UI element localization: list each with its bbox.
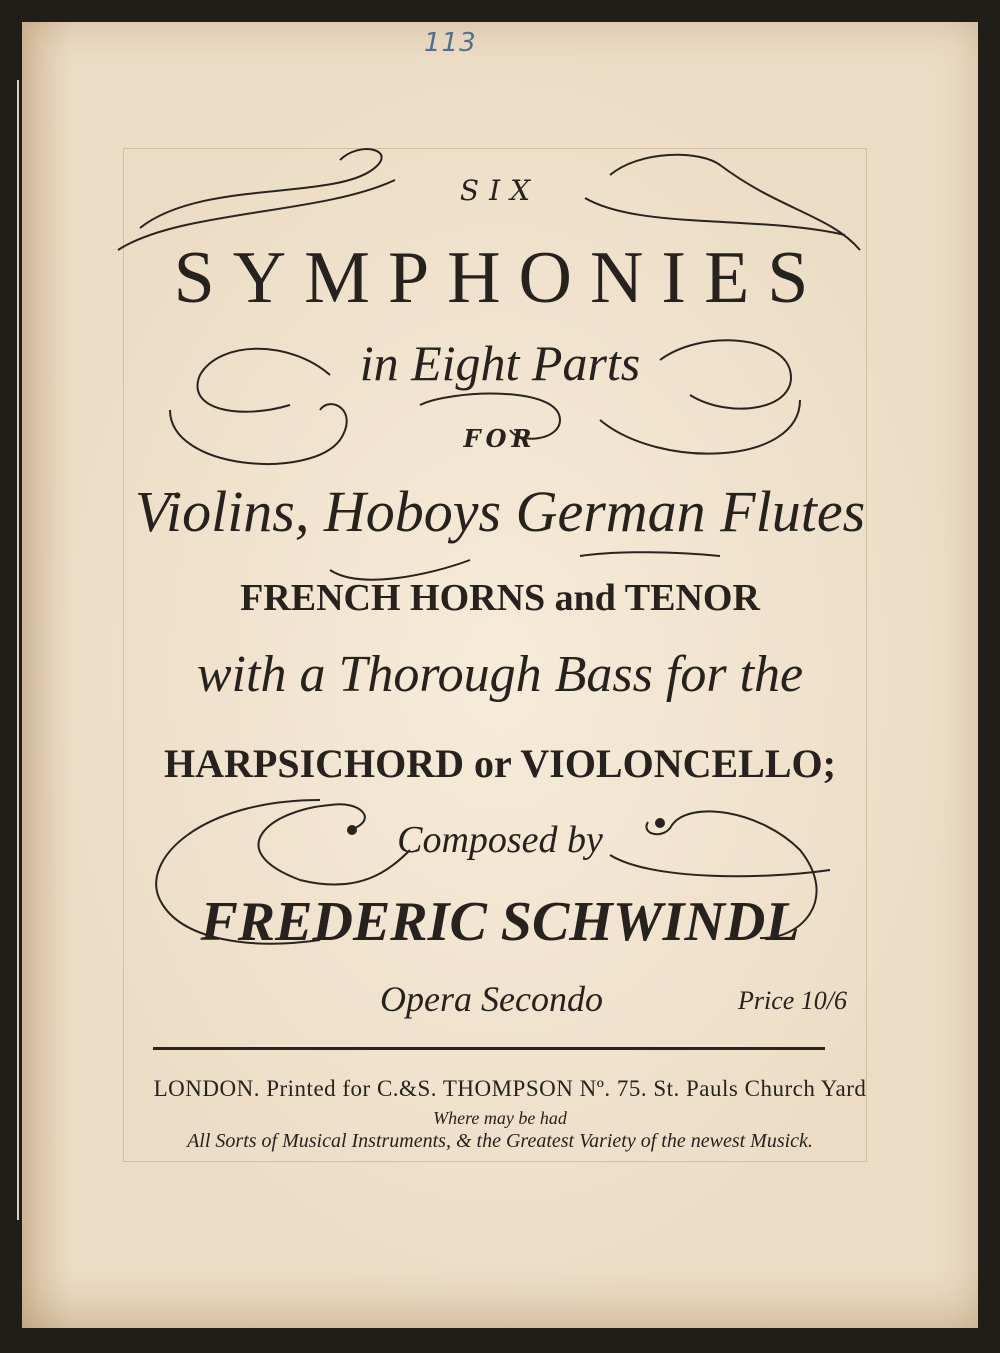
binding-thread (14, 80, 22, 1220)
composed-by: Composed by (397, 819, 603, 861)
title-instruments-3: HARPSICHORD or VIOLONCELLO; (164, 741, 836, 786)
title-in-eight-parts: in Eight Parts (359, 335, 641, 391)
title-thorough-bass: with a Thorough Bass for the (196, 646, 804, 703)
imprint-where: Where may be had (433, 1108, 567, 1128)
title-symphonies: SYMPHONIES (173, 237, 827, 319)
title-instruments-1: Violins, Hoboys German Flutes (134, 479, 866, 544)
imprint-line: LONDON. Printed for C.&S. THOMPSON Nº. 75. St. Pauls Church Yard (153, 1076, 867, 1101)
imprint-all-sorts: All Sorts of Musical Instruments, & the Greatest Variety of the newest Musick. (187, 1130, 813, 1152)
shelf-mark: 113 (424, 28, 477, 58)
price-label: Price 10/6 (738, 986, 848, 1015)
title-six: SIX (459, 174, 541, 207)
title-instruments-2: FRENCH HORNS and TENOR (240, 577, 760, 619)
opus-label: Opera Secondo (380, 979, 603, 1019)
composer-name: FREDERIC SCHWINDL (200, 891, 800, 953)
divider-rule (153, 1047, 825, 1050)
title-for: FOR (463, 424, 537, 453)
